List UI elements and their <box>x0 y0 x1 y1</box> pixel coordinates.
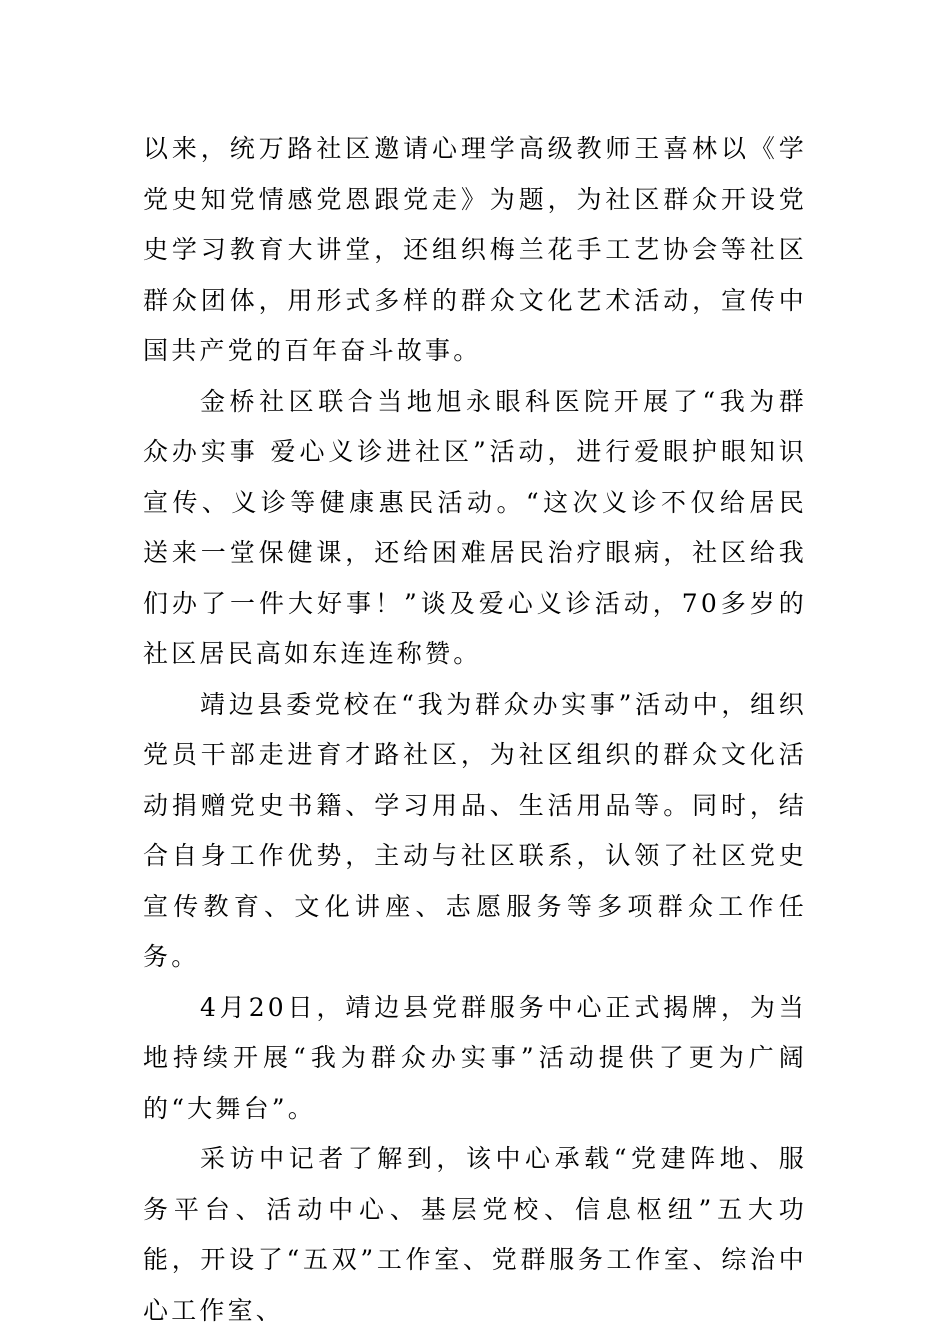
paragraph-1: 以来，统万路社区邀请心理学高级教师王喜林以《学党史知党情感党恩跟党走》为题，为社区群众开设党史学习教育大讲堂，还组织梅兰花手工艺协会等社区群众团体，用形式多样的群众文化艺术活动，宣传中国共产党的百年奋斗故事。 <box>143 134 807 365</box>
paragraph-2: 金桥社区联合当地旭永眼科医院开展了“我为群众办实事 爱心义诊进社区”活动，进行爱眼护眼知识宣传、义诊等健康惠民活动。“这次义诊不仅给居民送来一堂保健课，还给困难居民治疗眼病，社区给我们办了一件大好事！”谈及爱心义诊活动，70多岁的社区居民高如东连连称赞。 <box>143 386 807 668</box>
paragraph-4: 4月20日，靖边县党群服务中心正式揭牌，为当地持续开展“我为群众办实事”活动提供了更为广阔的“大舞台”。 <box>143 992 807 1123</box>
paragraph-3: 靖边县委党校在“我为群众办实事”活动中，组织党员干部走进育才路社区，为社区组织的群众文化活动捐赠党史书籍、学习用品、生活用品等。同时，结合自身工作优势，主动与社区联系，认领了社区党史宣传教育、文化讲座、志愿服务等多项群众工作任务。 <box>143 689 807 971</box>
document-body <box>143 124 807 1336</box>
paragraph-5: 采访中记者了解到，该中心承载“党建阵地、服务平台、活动中心、基层党校、信息枢纽”五大功能，开设了“五双”工作室、党群服务工作室、综治中心工作室、 <box>143 1144 807 1325</box>
